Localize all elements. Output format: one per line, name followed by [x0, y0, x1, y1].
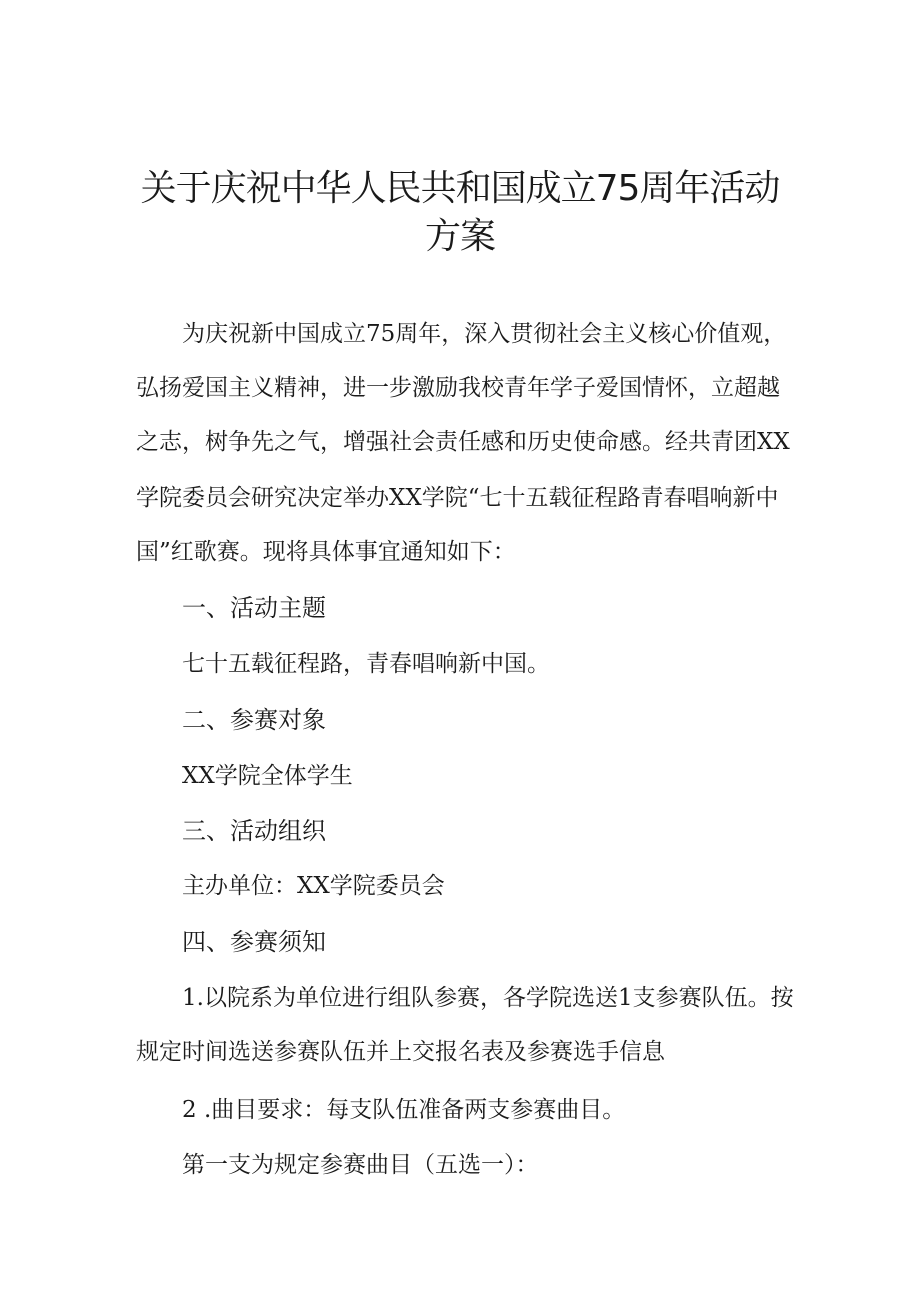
intro-line-4: 学院委员会研究决定举办XX学院“七十五载征程路青春唱响新中 [136, 485, 779, 511]
section-heading-organization: 三、活动组织 [182, 817, 326, 845]
notice-item1-line2: 规定时间选送参赛队伍并上交报名表及参赛选手信息 [136, 1039, 665, 1065]
notice-item1-line1: 1.以院系为单位进行组队参赛，各学院选送1支参赛队伍。按 [182, 985, 794, 1011]
notice-item2: 2 .曲目要求：每支队伍准备两支参赛曲目。 [182, 1097, 626, 1123]
section-heading-participants: 二、参赛对象 [182, 706, 326, 734]
notice-item3: 第一支为规定参赛曲目（五选一）： [182, 1152, 539, 1178]
intro-line-3: 之志，树争先之气，增强社会责任感和历史使命感。经共青团XX [136, 429, 790, 455]
document-title-line2: 方案 [424, 216, 495, 257]
section-heading-notice: 四、参赛须知 [182, 928, 326, 956]
section-heading-theme: 一、活动主题 [182, 594, 326, 622]
intro-line-5: 国”红歌赛。现将具体事宜通知如下： [136, 539, 516, 565]
section-content-participants: XX学院全体学生 [182, 763, 353, 789]
intro-line-1: 为庆祝新中国成立75周年，深入贯彻社会主义核心价值观， [182, 321, 787, 347]
intro-line-2: 弘扬爱国主义精神，进一步激励我校青年学子爱国情怀，立超越 [136, 375, 780, 401]
section-content-theme: 七十五载征程路，青春唱响新中国。 [182, 651, 550, 677]
section-content-organization: 主办单位：XX学院委员会 [182, 873, 445, 899]
document-title-line1: 关于庆祝中华人民共和国成立75周年活动 [140, 168, 780, 209]
